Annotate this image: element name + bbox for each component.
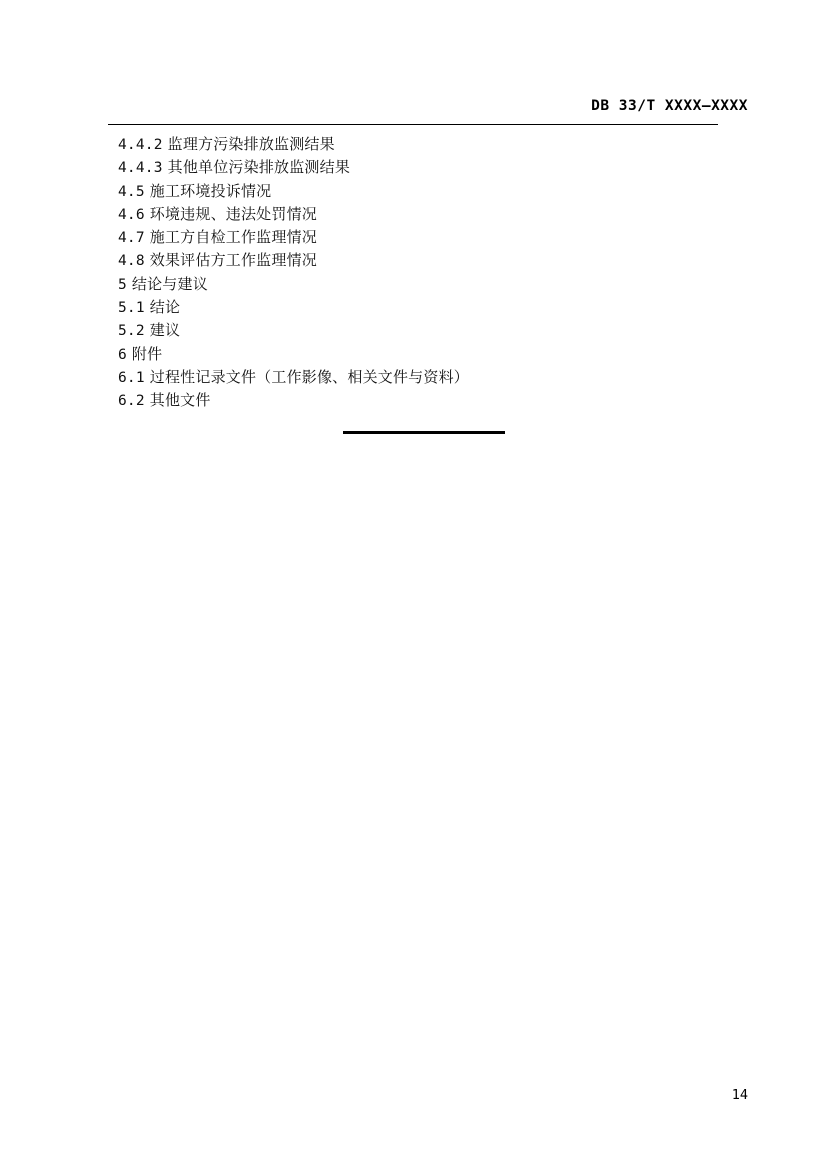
list-item-label: 过程性记录文件（工作影像、相关文件与资料） <box>149 367 469 386</box>
list-item-label: 附件 <box>131 344 163 363</box>
list-item <box>118 133 758 156</box>
list-item-label: 监理方污染排放监测结果 <box>167 135 335 153</box>
list-item-number: 4.5 <box>118 183 145 200</box>
list-item-label: 建议 <box>149 321 181 340</box>
list-item-label: 结论与建议 <box>131 274 208 293</box>
list-item-label: 效果评估方工作监理情况 <box>149 251 317 270</box>
list-item <box>118 366 758 389</box>
list-item-number: 4.6 <box>118 206 145 223</box>
list-item <box>118 343 758 366</box>
list-item-label: 结论 <box>149 298 181 317</box>
list-item-label: 其他单位污染排放监测结果 <box>167 158 351 177</box>
list-item <box>118 180 758 203</box>
list-item <box>118 273 758 296</box>
list-item <box>118 156 758 179</box>
list-item-number: 6.1 <box>118 369 145 386</box>
list-item <box>118 226 758 249</box>
list-item-number: 4.4.2 <box>118 137 163 153</box>
list-item-number: 6.2 <box>118 393 145 410</box>
list-item <box>118 319 758 342</box>
list-item <box>118 389 758 412</box>
list-item-number: 4.7 <box>118 230 145 247</box>
list-item-number: 4.4.3 <box>118 160 163 177</box>
list-item-label: 施工环境投诉情况 <box>149 181 272 200</box>
list-item-number: 5.2 <box>118 323 145 340</box>
page-header-standard-number: DB 33/T XXXX—XXXX <box>591 98 748 114</box>
list-item <box>118 296 758 319</box>
list-item-number: 5 <box>118 276 127 293</box>
list-item <box>118 249 758 272</box>
end-of-document-rule <box>343 431 505 434</box>
page-number: 14 <box>731 1087 748 1103</box>
list-item-number: 6 <box>118 346 127 363</box>
list-item-number: 5.1 <box>118 300 145 317</box>
header-divider-rule <box>108 124 718 125</box>
list-item-label: 其他文件 <box>149 391 211 410</box>
list-item-label: 施工方自检工作监理情况 <box>149 228 317 247</box>
list-item <box>118 203 758 226</box>
table-of-contents-list <box>118 133 758 413</box>
list-item-label: 环境违规、违法处罚情况 <box>149 204 317 223</box>
list-item-number: 4.8 <box>118 253 145 270</box>
